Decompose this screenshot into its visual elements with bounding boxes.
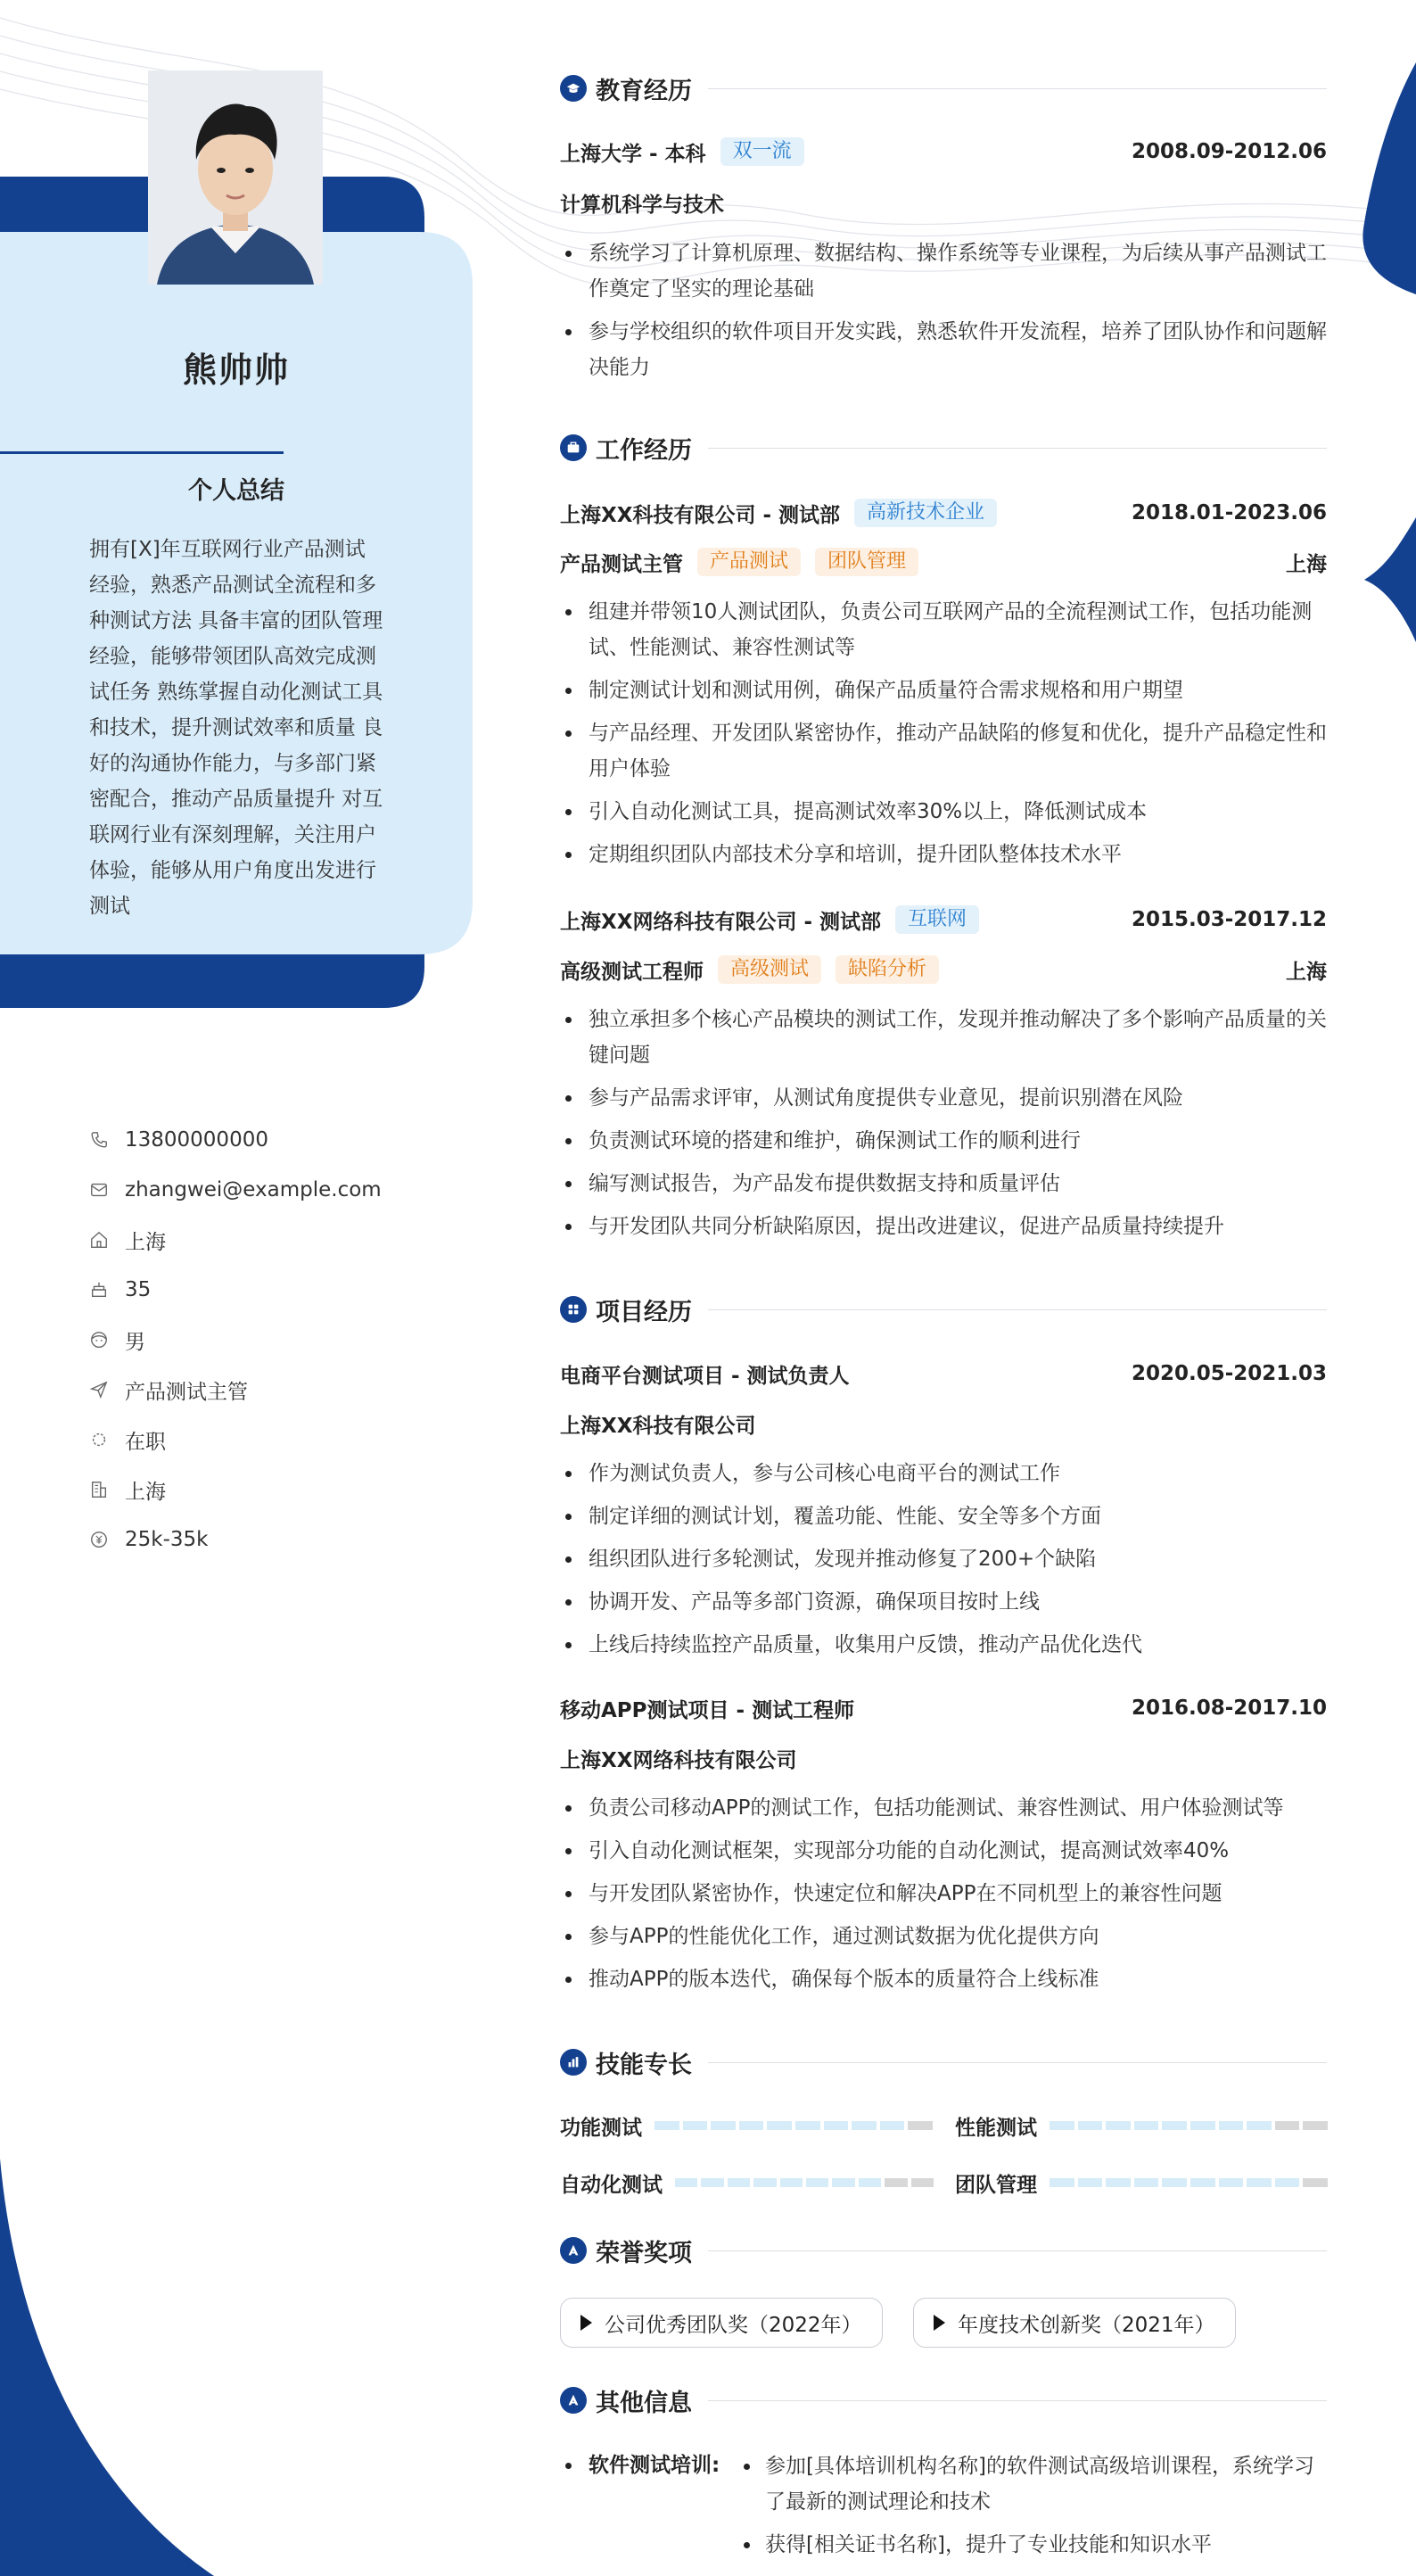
skill-segment	[1303, 2178, 1328, 2187]
contact-city	[89, 1465, 382, 1515]
portrait-illustration	[148, 70, 323, 285]
job-date: 2018.01-2023.06	[1131, 501, 1327, 524]
section-title: 教育经历	[596, 77, 692, 105]
skill-name: 功能测试	[560, 2116, 642, 2140]
skill-item	[955, 2108, 1328, 2143]
position: 高级测试工程师	[560, 960, 704, 984]
skill-segment	[852, 2121, 877, 2130]
list-item: 推动APP的版本迭代，确保每个版本的质量符合上线标准	[560, 1961, 1327, 1997]
list-item: 编写测试报告，为产品发布提供数据支持和质量评估	[560, 1166, 1327, 1201]
skill-segment	[1190, 2178, 1215, 2187]
job-date: 2015.03-2017.12	[1131, 908, 1327, 931]
skill-segment	[832, 2178, 854, 2187]
major: 计算机科学与技术	[560, 193, 724, 217]
section-divider	[708, 2400, 1327, 2401]
project-1-row	[560, 1356, 1327, 1391]
position: 产品测试主管	[560, 552, 683, 576]
skill-bar	[1050, 2178, 1328, 2187]
contact-text: zhangwei@example.com	[125, 1178, 382, 1201]
section-title: 其他信息	[596, 2389, 692, 2417]
project-date: 2016.08-2017.10	[1131, 1697, 1327, 1720]
education-date: 2008.09-2012.06	[1131, 140, 1327, 163]
skill-segment	[753, 2178, 776, 2187]
skill-segment	[780, 2178, 803, 2187]
skill-segment	[1134, 2121, 1159, 2130]
job-1-company-row	[560, 495, 1327, 531]
list-item: 系统学习了计算机原理、数据结构、操作系统等专业课程，为后续从事产品测试工作奠定了坚实的理论基础	[560, 235, 1327, 307]
skill-segment	[795, 2121, 820, 2130]
award-badge	[560, 2298, 883, 2348]
contact-text: 35	[125, 1278, 152, 1301]
project-date: 2020.05-2021.03	[1131, 1362, 1327, 1385]
summary-divider	[0, 451, 284, 454]
project-2-row	[560, 1690, 1327, 1726]
contact-status	[89, 1415, 382, 1465]
send-icon	[89, 1380, 109, 1399]
education-bullets	[560, 235, 1327, 392]
skill-segment	[1078, 2121, 1103, 2130]
right-edge-notch	[1364, 517, 1416, 642]
major-row	[560, 185, 1327, 220]
projects-header	[560, 1292, 1327, 1327]
section-title: 荣誉奖项	[596, 2239, 692, 2267]
skill-segment	[908, 2121, 933, 2130]
education-row	[560, 134, 1327, 169]
skill-name: 性能测试	[955, 2116, 1037, 2140]
skills-header	[560, 2044, 1327, 2080]
section-divider	[708, 2250, 1327, 2251]
phone-icon	[89, 1130, 109, 1150]
skill-segment	[739, 2121, 764, 2130]
list-item: 参与学校组织的软件项目开发实践，熟悉软件开发流程，培养了团队协作和问题解决能力	[560, 314, 1327, 385]
project-1-bullets	[560, 1456, 1327, 1670]
job-1-position-row	[560, 544, 1327, 580]
summary-text: 拥有[X]年互联网行业产品测试经验，熟悉产品测试全流程和多种测试方法 具备丰富的团队管理经验，能够带领团队高效完成测试任务 熟练掌握自动化测试工具和技术，提升测试效率和质量 良好的沟通协作能力，与多部门紧密配合，推动产品质量提升 对互联网行业有深刻理解，关注用户体验，能够从用户角度出发进行测试	[89, 538, 383, 918]
contact-text: 产品测试主管	[125, 1380, 248, 1404]
skill-segment	[911, 2178, 934, 2187]
award-icon	[560, 2237, 587, 2264]
contact-text: 上海	[125, 1480, 166, 1504]
skill-segment	[1275, 2178, 1300, 2187]
list-item: 制定详细的测试计划，覆盖功能、性能、安全等多个方面	[560, 1499, 1327, 1534]
skill-segment	[1106, 2178, 1131, 2187]
company-name: 上海XX网络科技有限公司 - 测试部	[560, 910, 882, 934]
list-item: 制定测试计划和测试用例，确保产品质量符合需求规格和用户期望	[560, 673, 1327, 708]
section-title: 技能专长	[596, 2051, 692, 2079]
contact-salary	[89, 1515, 382, 1565]
list-item: 协调开发、产品等多部门资源，确保项目按时上线	[560, 1584, 1327, 1620]
job-2-position-row	[560, 952, 1327, 987]
position-tag: 缺陷分析	[836, 955, 939, 984]
contact-text: 25k-35k	[125, 1528, 209, 1551]
money-icon	[89, 1530, 109, 1549]
skill-segment	[1303, 2121, 1328, 2130]
school-name: 上海大学 - 本科	[560, 142, 706, 166]
job-2-bullets	[560, 1002, 1327, 1251]
list-item: 引入自动化测试工具，提高测试效率30%以上，降低测试成本	[560, 794, 1327, 830]
summary-title: 个人总结	[188, 477, 284, 505]
play-triangle-icon	[934, 2315, 945, 2331]
contact-location	[89, 1215, 382, 1265]
grid-icon	[560, 1296, 587, 1323]
award-icon	[560, 2387, 587, 2414]
list-item: 与开发团队共同分析缺陷原因，提出改进建议，促进产品质量持续提升	[560, 1209, 1327, 1244]
company-tag: 互联网	[895, 905, 979, 934]
list-item: 获得[相关证书名称]，提升了专业技能和知识水平	[737, 2527, 1327, 2563]
right-edge-curve	[1362, 62, 1416, 294]
skill-segment	[824, 2121, 849, 2130]
project-name: 电商平台测试项目 - 测试负责人	[560, 1364, 850, 1388]
skill-segment	[880, 2121, 905, 2130]
list-item: 独立承担多个核心产品模块的测试工作，发现并推动解决了多个影响产品质量的关键问题	[560, 1002, 1327, 1073]
contact-text: 男	[125, 1330, 145, 1354]
project-2-bullets	[560, 1790, 1327, 2004]
skill-segment	[728, 2178, 750, 2187]
list-item: 参与APP的性能优化工作，通过测试数据为优化提供方向	[560, 1919, 1327, 1954]
project-1-company-row	[560, 1406, 1327, 1441]
list-item: 参加[具体培训机构名称]的软件测试高级培训课程，系统学习了最新的测试理论和技术	[737, 2448, 1327, 2520]
face-icon	[89, 1330, 109, 1350]
project-company: 上海XX科技有限公司	[560, 1414, 756, 1438]
work-header	[560, 430, 1327, 466]
other-label: 软件测试培训:	[560, 2448, 720, 2478]
contact-age	[89, 1265, 382, 1315]
skill-bar	[675, 2178, 934, 2187]
skill-name: 团队管理	[955, 2173, 1037, 2197]
company-name: 上海XX科技有限公司 - 测试部	[560, 503, 841, 527]
awards-header	[560, 2233, 1327, 2268]
skill-segment	[654, 2121, 679, 2130]
contact-position	[89, 1365, 382, 1415]
skill-segment	[711, 2121, 736, 2130]
section-divider	[708, 2062, 1327, 2063]
school-tag: 双一流	[720, 137, 804, 166]
skill-segment	[767, 2121, 792, 2130]
skill-bar	[654, 2121, 933, 2130]
contact-email	[89, 1165, 382, 1215]
list-item: 作为测试负责人，参与公司核心电商平台的测试工作	[560, 1456, 1327, 1491]
job-city: 上海	[1286, 552, 1327, 576]
project-company: 上海XX网络科技有限公司	[560, 1748, 797, 1772]
candidate-name: 熊帅帅	[182, 351, 290, 390]
award-text: 公司优秀团队奖（2022年）	[605, 2313, 862, 2337]
avatar-photo	[148, 70, 323, 285]
skill-segment	[1219, 2121, 1244, 2130]
position-tag: 团队管理	[815, 548, 918, 576]
skill-segment	[1162, 2178, 1187, 2187]
mail-icon	[89, 1180, 109, 1200]
list-item: 与产品经理、开发团队紧密协作，推动产品缺陷的修复和优化，提升产品稳定性和用户体验	[560, 715, 1327, 787]
other-header	[560, 2382, 1327, 2418]
list-item: 负责公司移动APP的测试工作，包括功能测试、兼容性测试、用户体验测试等	[560, 1790, 1327, 1826]
position-tag: 产品测试	[697, 548, 801, 576]
skill-segment	[1247, 2178, 1272, 2187]
skill-segment	[859, 2178, 881, 2187]
position-tag: 高级测试	[718, 955, 821, 984]
bar-chart-icon	[560, 2049, 587, 2076]
job-1-bullets	[560, 594, 1327, 879]
skill-segment	[1162, 2121, 1187, 2130]
education-header	[560, 70, 1327, 106]
section-title: 工作经历	[596, 436, 692, 465]
skill-name: 自动化测试	[560, 2173, 663, 2197]
list-item: 参与产品需求评审，从测试角度提供专业意见，提前识别潜在风险	[560, 1080, 1327, 1116]
project-name: 移动APP测试项目 - 测试工程师	[560, 1698, 855, 1722]
award-badge	[913, 2298, 1236, 2348]
skill-item	[560, 2108, 933, 2143]
bottom-left-curve	[0, 2159, 214, 2576]
contact-list	[89, 1115, 382, 1565]
skill-segment	[675, 2178, 697, 2187]
cake-icon	[89, 1280, 109, 1300]
project-2-company-row	[560, 1740, 1327, 1776]
list-item: 定期组织团队内部技术分享和培训，提升团队整体技术水平	[560, 837, 1327, 872]
section-divider	[708, 88, 1327, 89]
skill-segment	[1219, 2178, 1244, 2187]
graduation-cap-icon	[560, 75, 587, 102]
list-item: 负责测试环境的搭建和维护，确保测试工作的顺利进行	[560, 1123, 1327, 1159]
skill-segment	[1190, 2121, 1215, 2130]
contact-phone	[89, 1115, 382, 1165]
skill-segment	[701, 2178, 723, 2187]
award-text: 年度技术创新奖（2021年）	[958, 2313, 1215, 2337]
list-item: 上线后持续监控产品质量，收集用户反馈，推动产品优化迭代	[560, 1627, 1327, 1663]
home-icon	[89, 1230, 109, 1250]
list-item: 引入自动化测试框架，实现部分功能的自动化测试，提高测试效率40%	[560, 1833, 1327, 1869]
skill-segment	[1050, 2121, 1074, 2130]
section-title: 项目经历	[596, 1298, 692, 1326]
skill-segment	[1106, 2121, 1131, 2130]
job-city: 上海	[1286, 960, 1327, 984]
contact-text: 在职	[125, 1430, 166, 1454]
section-divider	[708, 448, 1327, 449]
skill-bar	[1050, 2121, 1328, 2130]
contact-text: 上海	[125, 1230, 166, 1254]
skill-item	[955, 2165, 1328, 2200]
skill-segment	[1134, 2178, 1159, 2187]
skill-segment	[1078, 2178, 1103, 2187]
job-2-company-row	[560, 902, 1327, 937]
contact-text: 13800000000	[125, 1128, 268, 1152]
section-divider	[708, 1309, 1327, 1310]
building-icon	[89, 1480, 109, 1499]
list-item: 组织团队进行多轮测试，发现并推动修复了200+个缺陷	[560, 1541, 1327, 1577]
company-tag: 高新技术企业	[854, 499, 997, 527]
skill-segment	[1275, 2121, 1300, 2130]
status-icon	[89, 1430, 109, 1449]
skill-segment	[885, 2178, 907, 2187]
skill-segment	[683, 2121, 708, 2130]
skill-item	[560, 2165, 934, 2200]
briefcase-icon	[560, 434, 587, 461]
other-list	[737, 2448, 1327, 2570]
skill-segment	[806, 2178, 828, 2187]
contact-gender	[89, 1315, 382, 1365]
play-triangle-icon	[580, 2315, 592, 2331]
skill-segment	[1050, 2178, 1074, 2187]
list-item: 组建并带领10人测试团队，负责公司互联网产品的全流程测试工作，包括功能测试、性能测试、兼容性测试等	[560, 594, 1327, 665]
skill-segment	[1247, 2121, 1272, 2130]
list-item: 与开发团队紧密协作，快速定位和解决APP在不同机型上的兼容性问题	[560, 1876, 1327, 1911]
